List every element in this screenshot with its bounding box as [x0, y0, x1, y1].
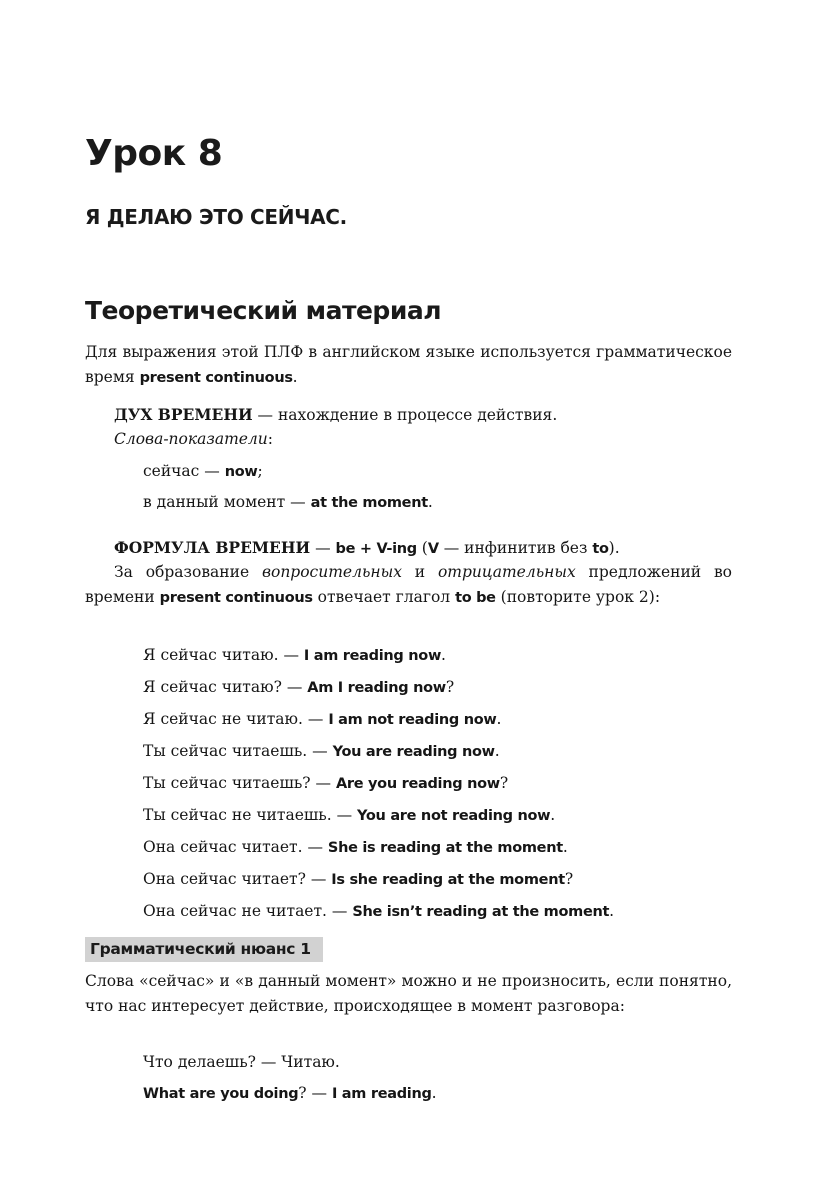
lesson-title: Урок 8: [85, 133, 223, 174]
example-row: Ты сейчас читаешь. — You are reading now.: [143, 742, 500, 760]
formation-paragraph: За образование вопросительных и отрицательных предложений во времени present continuous отвечает глагол to be (повторите урок 2):: [85, 563, 732, 606]
example-row: Я сейчас читаю. — I am reading now.: [143, 646, 446, 664]
example-row: Я сейчас читаю? — Am I reading now?: [143, 678, 455, 696]
formula: be + V-ing: [335, 541, 417, 557]
nuance-example-en: What are you doing? — I am reading.: [143, 1084, 437, 1102]
examples-list: [85, 639, 790, 927]
indicators-label: Слова-показатели: [114, 430, 268, 448]
marker-item: сейчас — now;: [143, 462, 263, 480]
section-heading: Теоретический материал: [85, 296, 442, 325]
nuance-example-ru: Что делаешь? — Читаю.: [143, 1053, 340, 1071]
spirit-line: ДУХ ВРЕМЕНИ — нахождение в процессе действия.: [114, 405, 558, 424]
example-row: Она сейчас читает? — Is she reading at the moment?: [143, 870, 574, 888]
lesson-subtitle: Я ДЕЛАЮ ЭТО СЕЙЧАС.: [85, 205, 347, 229]
nuance-badge: Грамматический нюанс 1: [85, 937, 323, 962]
example-row: Она сейчас читает. — She is reading at the moment.: [143, 838, 568, 856]
spirit-label: ДУХ ВРЕМЕНИ: [114, 405, 253, 424]
marker-item: в данный момент — at the moment.: [143, 493, 433, 511]
formula-line: ФОРМУЛА ВРЕМЕНИ — be + V-ing (V — инфинитив без to).: [114, 538, 620, 557]
nuance-header: [85, 937, 732, 962]
indicators-line: Слова-показатели:: [114, 430, 274, 448]
example-row: Ты сейчас не читаешь. — You are not reading now.: [143, 806, 556, 824]
example-row: Она сейчас не читает. — She isn’t reading at the moment.: [143, 902, 615, 920]
page: [85, 0, 732, 1200]
example-row: Я сейчас не читаю. — I am not reading now.: [143, 710, 502, 728]
nuance-paragraph: Слова «сейчас» и «в данный момент» можно и не произносить, если понятно, что нас интересует действие, происходящее в момент разговора:: [85, 972, 732, 1015]
tense-name: present continuous: [139, 370, 293, 386]
example-row: Ты сейчас читаешь? — Are you reading now?: [143, 774, 509, 792]
formula-label: ФОРМУЛА ВРЕМЕНИ: [114, 538, 311, 557]
intro-paragraph: Для выражения этой ПЛФ в английском языке используется грамматическое время present continuous.: [85, 343, 732, 386]
